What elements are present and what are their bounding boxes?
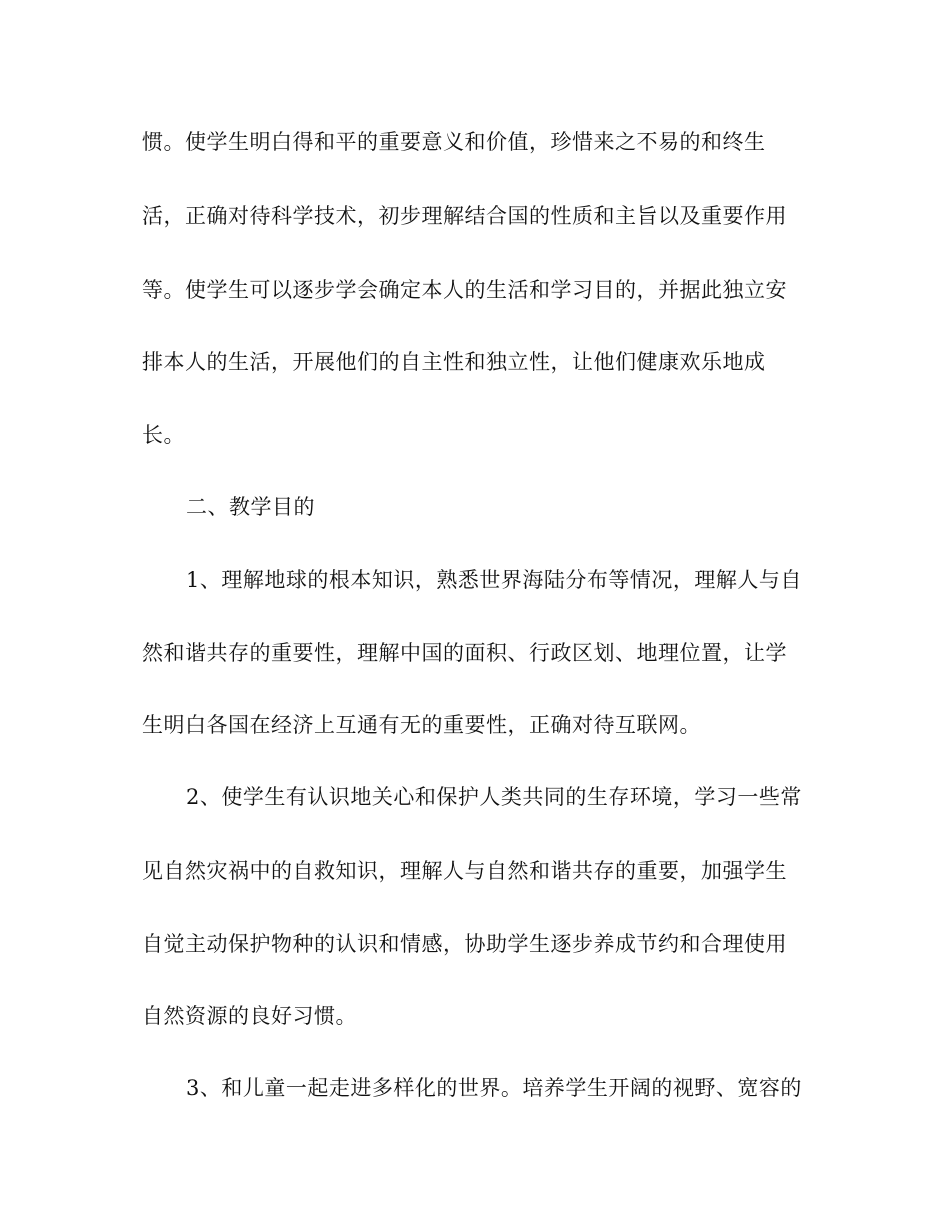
text-line: 自觉主动保护物种的认识和情感，协助学生逐步养成节约和合理使用 [142, 932, 787, 956]
text-line: 1、理解地球的根本知识，熟悉世界海陆分布等情况，理解人与自 [186, 568, 802, 592]
text-line: 3、和儿童一起走进多样化的世界。培养学生开阔的视野、宽容的 [186, 1076, 802, 1100]
text-line: 长。 [142, 423, 185, 447]
text-line: 自然资源的良好习惯。 [142, 1004, 357, 1028]
text-line: 然和谐共存的重要性，理解中国的面积、行政区划、地理位置，让学 [142, 641, 787, 665]
text-line: 等。使学生可以逐步学会确定本人的生活和学习目的，并据此独立安 [142, 278, 787, 302]
text-line: 惯。使学生明白得和平的重要意义和价值，珍惜来之不易的和终生 [142, 130, 766, 154]
text-line: 见自然灾祸中的自救知识，理解人与自然和谐共存的重要，加强学生 [142, 859, 787, 883]
text-line: 2、使学生有认识地关心和保护人类共同的生存环境，学习一些常 [186, 785, 802, 809]
text-line: 活，正确对待科学技术，初步理解结合国的性质和主旨以及重要作用 [142, 204, 787, 228]
text-line: 生明白各国在经济上互通有无的重要性，正确对待互联网。 [142, 713, 701, 737]
text-line: 排本人的生活，开展他们的自主性和独立性，让他们健康欢乐地成 [142, 350, 766, 374]
section-heading: 二、教学目的 [186, 495, 315, 519]
